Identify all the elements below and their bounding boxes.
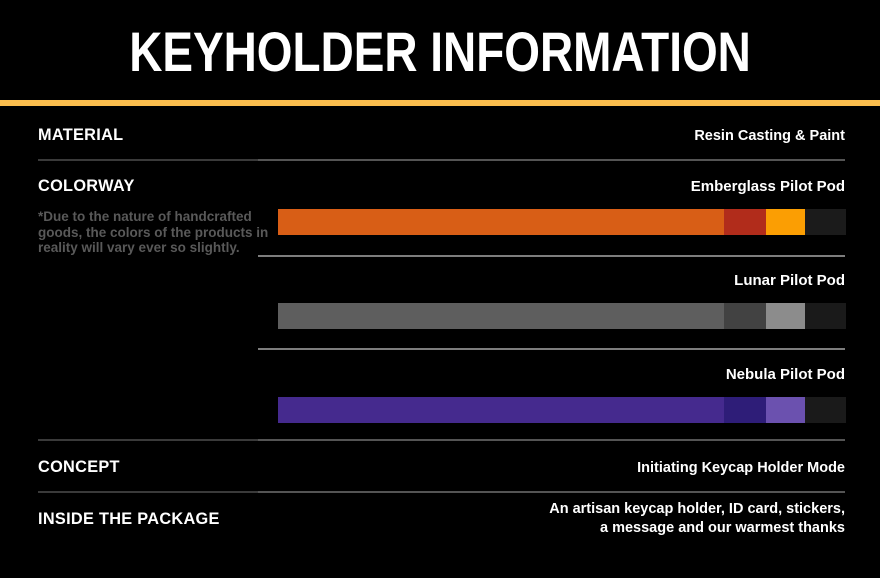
swatch-segment — [724, 397, 765, 423]
swatch-name-emberglass: Emberglass Pilot Pod — [690, 178, 845, 195]
swatch-name-lunar: Lunar Pilot Pod — [734, 272, 845, 289]
swatch-segment — [766, 397, 805, 423]
divider — [258, 348, 845, 350]
divider — [38, 439, 845, 441]
colorway-label: COLORWAY — [38, 176, 135, 195]
package-value — [549, 500, 845, 538]
swatch-bar-nebula — [278, 397, 846, 423]
disclaimer-line: goods, the colors of the products in — [38, 224, 269, 240]
swatch-segment — [805, 303, 846, 329]
swatch-segment — [766, 303, 805, 329]
swatch-segment — [278, 303, 724, 329]
header — [0, 0, 880, 100]
package-label: INSIDE THE PACKAGE — [38, 509, 220, 528]
swatch-name-nebula: Nebula Pilot Pod — [725, 366, 845, 383]
package-value-line: An artisan keycap holder, ID card, stickers, — [549, 501, 845, 517]
colorway-disclaimer — [38, 209, 268, 256]
swatch-bar-emberglass — [278, 209, 846, 235]
disclaimer-line: reality will vary ever so slightly. — [38, 240, 240, 255]
swatch-segment — [724, 303, 765, 329]
concept-label: CONCEPT — [38, 457, 120, 476]
disclaimer-line: *Due to the nature of handcrafted — [38, 209, 252, 224]
divider — [38, 159, 845, 161]
swatch-segment — [805, 397, 846, 423]
swatch-segment — [278, 397, 724, 423]
package-value-line: a message and our warmest thanks — [600, 520, 845, 536]
swatch-segment — [766, 209, 805, 235]
swatch-bar-lunar — [278, 303, 846, 329]
swatch-segment — [805, 209, 846, 235]
divider — [258, 255, 845, 257]
accent-line — [0, 100, 880, 106]
page-title: KEYHOLDER INFORMATION — [129, 20, 751, 83]
divider — [38, 491, 845, 493]
material-label: MATERIAL — [38, 125, 124, 144]
swatch-segment — [724, 209, 765, 235]
swatch-segment — [278, 209, 724, 235]
concept-value: Initiating Keycap Holder Mode — [637, 460, 845, 476]
material-value: Resin Casting & Paint — [694, 128, 845, 144]
